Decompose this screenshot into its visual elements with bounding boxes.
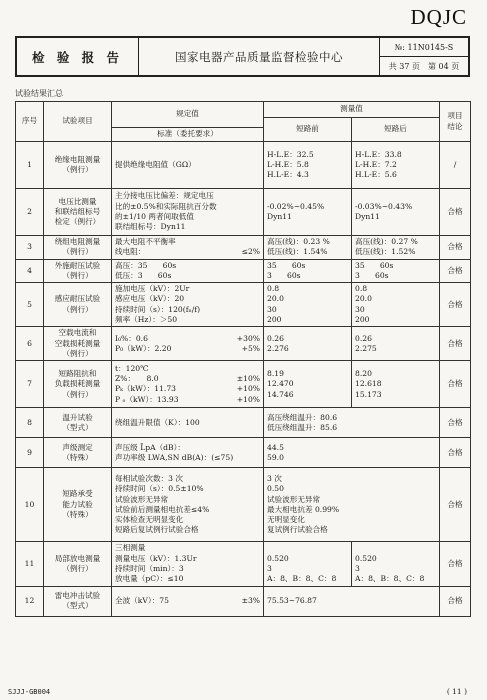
verdict: 合格 bbox=[440, 586, 471, 616]
measured-after-line: 0.520 bbox=[355, 553, 377, 563]
measured-before-line: 14.746 bbox=[267, 389, 294, 399]
verdict: 合格 bbox=[440, 259, 471, 283]
test-item bbox=[44, 236, 112, 260]
spec-tolerance: +5% bbox=[241, 343, 260, 353]
measured-after bbox=[352, 259, 440, 283]
table-row bbox=[16, 283, 471, 327]
table-row bbox=[16, 327, 471, 361]
spec-line: 比的±0.5%和实际阻抗百分数 bbox=[115, 201, 217, 211]
report-title: 检 验 报 告 bbox=[17, 38, 139, 75]
measured-after-line: 15.173 bbox=[355, 389, 382, 399]
spec-line: 施加电压（kV）：2Ur bbox=[115, 284, 190, 294]
measured-before-line: 3 60s bbox=[267, 270, 301, 280]
verdict: 合格 bbox=[440, 438, 471, 468]
table-row bbox=[16, 408, 471, 438]
measured-before-line: H.L-E：4.3 bbox=[267, 170, 309, 180]
measured-before-line: H-L.E：32.5 bbox=[267, 149, 314, 159]
spec-tolerance: +10% bbox=[236, 384, 260, 394]
measured-value-line: 最大相电抗差 0.99% bbox=[267, 504, 340, 514]
spec-line: 放电量（pC）：≤10 bbox=[115, 574, 184, 584]
verdict: 合格 bbox=[440, 327, 471, 361]
measured-after-line: H-L.E：33.8 bbox=[355, 149, 402, 159]
table-row bbox=[16, 236, 471, 260]
verdict: 合格 bbox=[440, 189, 471, 236]
row-number: 7 bbox=[16, 361, 44, 408]
measured-before bbox=[264, 361, 352, 408]
test-item-line: （例行） bbox=[62, 389, 93, 399]
measured-after-line: 3 60s bbox=[355, 270, 389, 280]
spec-value bbox=[112, 189, 264, 236]
test-item bbox=[44, 361, 112, 408]
measured-after-line: 30 bbox=[355, 304, 365, 314]
test-item bbox=[44, 468, 112, 542]
test-item-line: （例行） bbox=[62, 247, 93, 257]
measured-value-line: 高压绕组温升：80.6 bbox=[267, 412, 338, 422]
spec-line bbox=[115, 384, 260, 394]
test-item-line: （例行） bbox=[62, 304, 93, 314]
test-item-line: 外施耐压试验 bbox=[54, 260, 101, 270]
report-number: №: 11N0145-S bbox=[380, 38, 468, 57]
spec-line: 感应电压（kV）：20 bbox=[115, 294, 185, 304]
measured-before-line: -0.02%~0.45% bbox=[267, 201, 325, 211]
measured-after-line: 12.618 bbox=[355, 379, 382, 389]
spec-value bbox=[112, 408, 264, 438]
spec-label: 线电阻： bbox=[115, 247, 146, 257]
spec-value bbox=[112, 468, 264, 542]
measured-before-line: A：8、B：8、C：8 bbox=[267, 574, 337, 584]
table-row bbox=[16, 142, 471, 189]
report-header bbox=[15, 36, 470, 77]
spec-line: 声压级 L̄pA（dB）： bbox=[115, 442, 186, 452]
test-item-line: 短路阻抗和 bbox=[58, 368, 97, 378]
spec-label: 全波（kV）：75 bbox=[115, 595, 169, 605]
measured-after bbox=[352, 283, 440, 327]
spec-line: 持续时间（s）：0.5±10% bbox=[115, 484, 204, 494]
verdict: 合格 bbox=[440, 468, 471, 542]
row-number: 12 bbox=[16, 586, 44, 616]
measured-value-line: 试验波形无异常 bbox=[267, 494, 321, 504]
measured-value bbox=[264, 468, 440, 542]
test-item-line: （型式） bbox=[62, 422, 93, 432]
spec-line: 联结组标号：Dyn11 bbox=[115, 222, 186, 232]
measured-value bbox=[264, 438, 440, 468]
measured-value-line: 0.50 bbox=[267, 484, 284, 494]
spec-label: P ₒ（kW）：13.93 bbox=[115, 394, 179, 404]
test-item bbox=[44, 259, 112, 283]
results-body bbox=[16, 142, 471, 617]
table-row bbox=[16, 259, 471, 283]
measured-after bbox=[352, 327, 440, 361]
spec-line bbox=[115, 247, 260, 257]
spec-label: Z%： 8.0 bbox=[115, 374, 159, 384]
test-item-line: 能力试验 bbox=[62, 499, 93, 509]
col-measured: 测量值 bbox=[264, 102, 440, 118]
spec-tolerance: +30% bbox=[236, 333, 260, 343]
org-logo: DQJC bbox=[410, 5, 467, 29]
measured-before-line bbox=[267, 543, 348, 553]
spec-line: 试验前后测量相电抗差≤4% bbox=[115, 504, 210, 514]
spec-limit: ≤2% bbox=[241, 247, 260, 257]
measured-after-line: 200 bbox=[355, 315, 370, 325]
form-code: SJJJ-GB004 bbox=[8, 688, 51, 696]
row-number: 4 bbox=[16, 259, 44, 283]
measured-before bbox=[264, 189, 352, 236]
spec-line: 试验波形无异常 bbox=[115, 494, 169, 504]
spec-line bbox=[115, 374, 260, 384]
measured-after-line: L-H.E：7.2 bbox=[355, 159, 397, 169]
table-row bbox=[16, 586, 471, 616]
test-item-line: 短路承受 bbox=[62, 489, 93, 499]
measured-before bbox=[264, 283, 352, 327]
spec-tolerance: ±3% bbox=[241, 595, 260, 605]
measured-value bbox=[264, 408, 440, 438]
measured-after-line: 低压(线)：1.52% bbox=[355, 247, 416, 257]
spec-line: 频率（Hz）：＞50 bbox=[115, 315, 178, 325]
report-meta bbox=[380, 38, 468, 75]
verdict: 合格 bbox=[440, 283, 471, 327]
spec-line: 高压：35 60s bbox=[115, 260, 177, 270]
measured-value-line: 59.0 bbox=[267, 452, 284, 462]
measured-before bbox=[264, 327, 352, 361]
spec-line: 的±1/10 两者间取低值 bbox=[115, 212, 194, 221]
col-before: 短路前 bbox=[264, 118, 352, 142]
measured-value-line: 低压绕组温升：85.6 bbox=[267, 422, 338, 432]
test-item-line: 电压比测量 bbox=[58, 196, 97, 206]
measured-before-line: 0.26 bbox=[267, 333, 284, 343]
test-item-line: 感应耐压试验 bbox=[54, 294, 101, 304]
measured-before-line: 30 bbox=[267, 304, 277, 314]
verdict: 合格 bbox=[440, 408, 471, 438]
spec-line bbox=[115, 344, 260, 354]
organization-name: 国家电器产品质量监督检验中心 bbox=[139, 38, 380, 75]
table-row bbox=[16, 468, 471, 542]
row-number: 5 bbox=[16, 283, 44, 327]
verdict: 合格 bbox=[440, 361, 471, 408]
test-item bbox=[44, 586, 112, 616]
measured-after-line: 35 60s bbox=[355, 260, 394, 270]
spec-value bbox=[112, 361, 264, 408]
measured-after-line: 2.275 bbox=[355, 343, 377, 353]
section-title: 试验结果汇总 bbox=[15, 89, 63, 98]
spec-label: I₀%：0.6 bbox=[115, 333, 148, 343]
measured-before-line: L-H.E：5.8 bbox=[267, 159, 309, 169]
measured-before-line: 12.470 bbox=[267, 379, 294, 389]
measured-after bbox=[352, 236, 440, 260]
test-item-line: （特殊） bbox=[62, 510, 93, 520]
col-spec: 规定值 bbox=[112, 102, 264, 128]
spec-line: 低压：3 60s bbox=[115, 270, 172, 280]
test-item-line: （特殊） bbox=[62, 452, 93, 462]
measured-after-line bbox=[355, 543, 436, 553]
test-item-line: （型式） bbox=[62, 601, 93, 611]
spec-line: 提供绝缘电阻值（GΩ） bbox=[115, 159, 196, 169]
measured-before-line: 0.8 bbox=[267, 284, 280, 294]
spec-value bbox=[112, 438, 264, 468]
col-after: 短路后 bbox=[352, 118, 440, 142]
results-table bbox=[15, 101, 471, 617]
spec-line: 主分接电压比偏差：规定电压 bbox=[115, 191, 214, 201]
spec-line bbox=[115, 334, 260, 344]
measured-after-line: Dyn11 bbox=[355, 212, 380, 221]
spec-line: 短路后复试例行试验合格 bbox=[115, 525, 199, 535]
col-spec-sub: 标准（委托要求） bbox=[112, 128, 264, 142]
row-number: 11 bbox=[16, 542, 44, 586]
measured-after bbox=[352, 361, 440, 408]
spec-line: 持续时间（s）：120(fₙ/f) bbox=[115, 304, 201, 314]
test-item bbox=[44, 142, 112, 189]
table-row bbox=[16, 189, 471, 236]
test-item-line: 雷电冲击试验 bbox=[54, 590, 101, 600]
spec-line: 三相测量 bbox=[115, 543, 146, 553]
measured-before bbox=[264, 259, 352, 283]
table-row bbox=[16, 542, 471, 586]
measured-value bbox=[264, 586, 440, 616]
measured-before-line: 20.0 bbox=[267, 294, 284, 304]
test-item bbox=[44, 408, 112, 438]
measured-before-line: 35 60s bbox=[267, 260, 306, 270]
measured-before bbox=[264, 142, 352, 189]
measured-before bbox=[264, 236, 352, 260]
page-number: ( 11 ) bbox=[446, 687, 467, 696]
test-item-line: 和联结组标号 bbox=[54, 206, 101, 216]
test-item bbox=[44, 438, 112, 468]
test-item-line: 空载损耗测量 bbox=[54, 338, 101, 348]
spec-line bbox=[115, 596, 260, 606]
test-item bbox=[44, 327, 112, 361]
test-item-line: 温升试验 bbox=[62, 412, 93, 422]
verdict: 合格 bbox=[440, 542, 471, 586]
test-item-line: （例行） bbox=[62, 563, 93, 573]
measured-after-line: 8.20 bbox=[355, 368, 372, 378]
measured-value-line: 44.5 bbox=[267, 442, 284, 452]
test-item-line: 检定（例行） bbox=[54, 217, 101, 227]
measured-before-line: 低压(线)：1.54% bbox=[267, 247, 328, 257]
spec-label: P₀（kW）：2.20 bbox=[115, 343, 172, 353]
verdict: 合格 bbox=[440, 236, 471, 260]
spec-line: 每相试验次数：3 次 bbox=[115, 473, 183, 483]
test-item-line: 负载损耗测量 bbox=[54, 379, 101, 389]
measured-value-line: 复试例行试验合格 bbox=[267, 525, 328, 535]
test-item bbox=[44, 542, 112, 586]
spec-line: 声功率级 LWA,SN dB(A)：(≤75) bbox=[115, 452, 234, 462]
row-number: 1 bbox=[16, 142, 44, 189]
spec-tolerance: +10% bbox=[236, 394, 260, 404]
measured-before-line: 0.520 bbox=[267, 553, 289, 563]
measured-after-line: 高压(线)：0.27 % bbox=[355, 237, 418, 246]
row-number: 9 bbox=[16, 438, 44, 468]
spec-line: 实体检查无明显变化 bbox=[115, 515, 184, 525]
measured-before-line: 8.19 bbox=[267, 368, 284, 378]
row-number: 10 bbox=[16, 468, 44, 542]
spec-value bbox=[112, 283, 264, 327]
spec-line: t：120℃ bbox=[115, 363, 149, 373]
col-verdict: 项目 结论 bbox=[440, 102, 471, 142]
spec-value bbox=[112, 586, 264, 616]
spec-value bbox=[112, 542, 264, 586]
spec-label: Pₖ（kW）：11.73 bbox=[115, 384, 177, 394]
measured-after-line: 20.0 bbox=[355, 294, 372, 304]
test-item-line: 声级测定 bbox=[62, 442, 93, 452]
spec-value bbox=[112, 259, 264, 283]
measured-before-line: 3 bbox=[267, 563, 272, 573]
spec-value bbox=[112, 142, 264, 189]
table-row bbox=[16, 361, 471, 408]
measured-value-line: 3 次 bbox=[267, 473, 282, 483]
measured-value-line: 75.53~76.87 bbox=[267, 595, 317, 605]
measured-after bbox=[352, 542, 440, 586]
measured-after-line: 3 bbox=[355, 563, 360, 573]
row-number: 8 bbox=[16, 408, 44, 438]
table-row bbox=[16, 438, 471, 468]
measured-before-line: 200 bbox=[267, 315, 282, 325]
test-item bbox=[44, 189, 112, 236]
test-item-line: （例行） bbox=[62, 165, 93, 174]
test-item-line: （例行） bbox=[62, 349, 93, 359]
measured-after-line: 0.26 bbox=[355, 333, 372, 343]
page-count: 共 37 页 第 04 页 bbox=[388, 61, 460, 71]
spec-tolerance: ±10% bbox=[236, 374, 260, 384]
spec-line bbox=[115, 395, 260, 405]
measured-before-line: Dyn11 bbox=[267, 212, 292, 221]
spec-line: 测量电压（kV）：1.3Ur bbox=[115, 553, 197, 563]
spec-line: 绕组温升限值（K）：100 bbox=[115, 417, 200, 427]
measured-after-line: -0.03%~0.43% bbox=[355, 201, 413, 211]
row-number: 6 bbox=[16, 327, 44, 361]
measured-before-line: 高压(线)：0.23 % bbox=[267, 237, 330, 246]
measured-after-line: A：8、B：8、C：8 bbox=[355, 574, 425, 584]
measured-before-line: 2.276 bbox=[267, 343, 289, 353]
spec-value bbox=[112, 236, 264, 260]
test-item-line: 局部放电测量 bbox=[54, 553, 101, 563]
spec-value bbox=[112, 327, 264, 361]
test-item-line: 空载电流和 bbox=[58, 328, 97, 338]
measured-after-line: H.L-E：5.6 bbox=[355, 170, 397, 180]
col-item: 试验项目 bbox=[44, 102, 112, 142]
spec-line: 持续时间（min）：3 bbox=[115, 563, 184, 573]
row-number: 3 bbox=[16, 236, 44, 260]
measured-after-line: 0.8 bbox=[355, 284, 368, 294]
verdict: / bbox=[440, 142, 471, 189]
test-item-line: 绝缘电阻测量 bbox=[54, 154, 101, 164]
measured-after bbox=[352, 189, 440, 236]
test-item bbox=[44, 283, 112, 327]
row-number: 2 bbox=[16, 189, 44, 236]
measured-value-line: 无明显变化 bbox=[267, 515, 305, 525]
spec-line: 最大电阻不平衡率 bbox=[115, 237, 176, 246]
measured-before bbox=[264, 542, 352, 586]
measured-after bbox=[352, 142, 440, 189]
test-item-line: （例行） bbox=[62, 270, 93, 280]
col-seq: 序号 bbox=[16, 102, 44, 142]
test-item-line: 绕组电阻测量 bbox=[54, 237, 101, 246]
